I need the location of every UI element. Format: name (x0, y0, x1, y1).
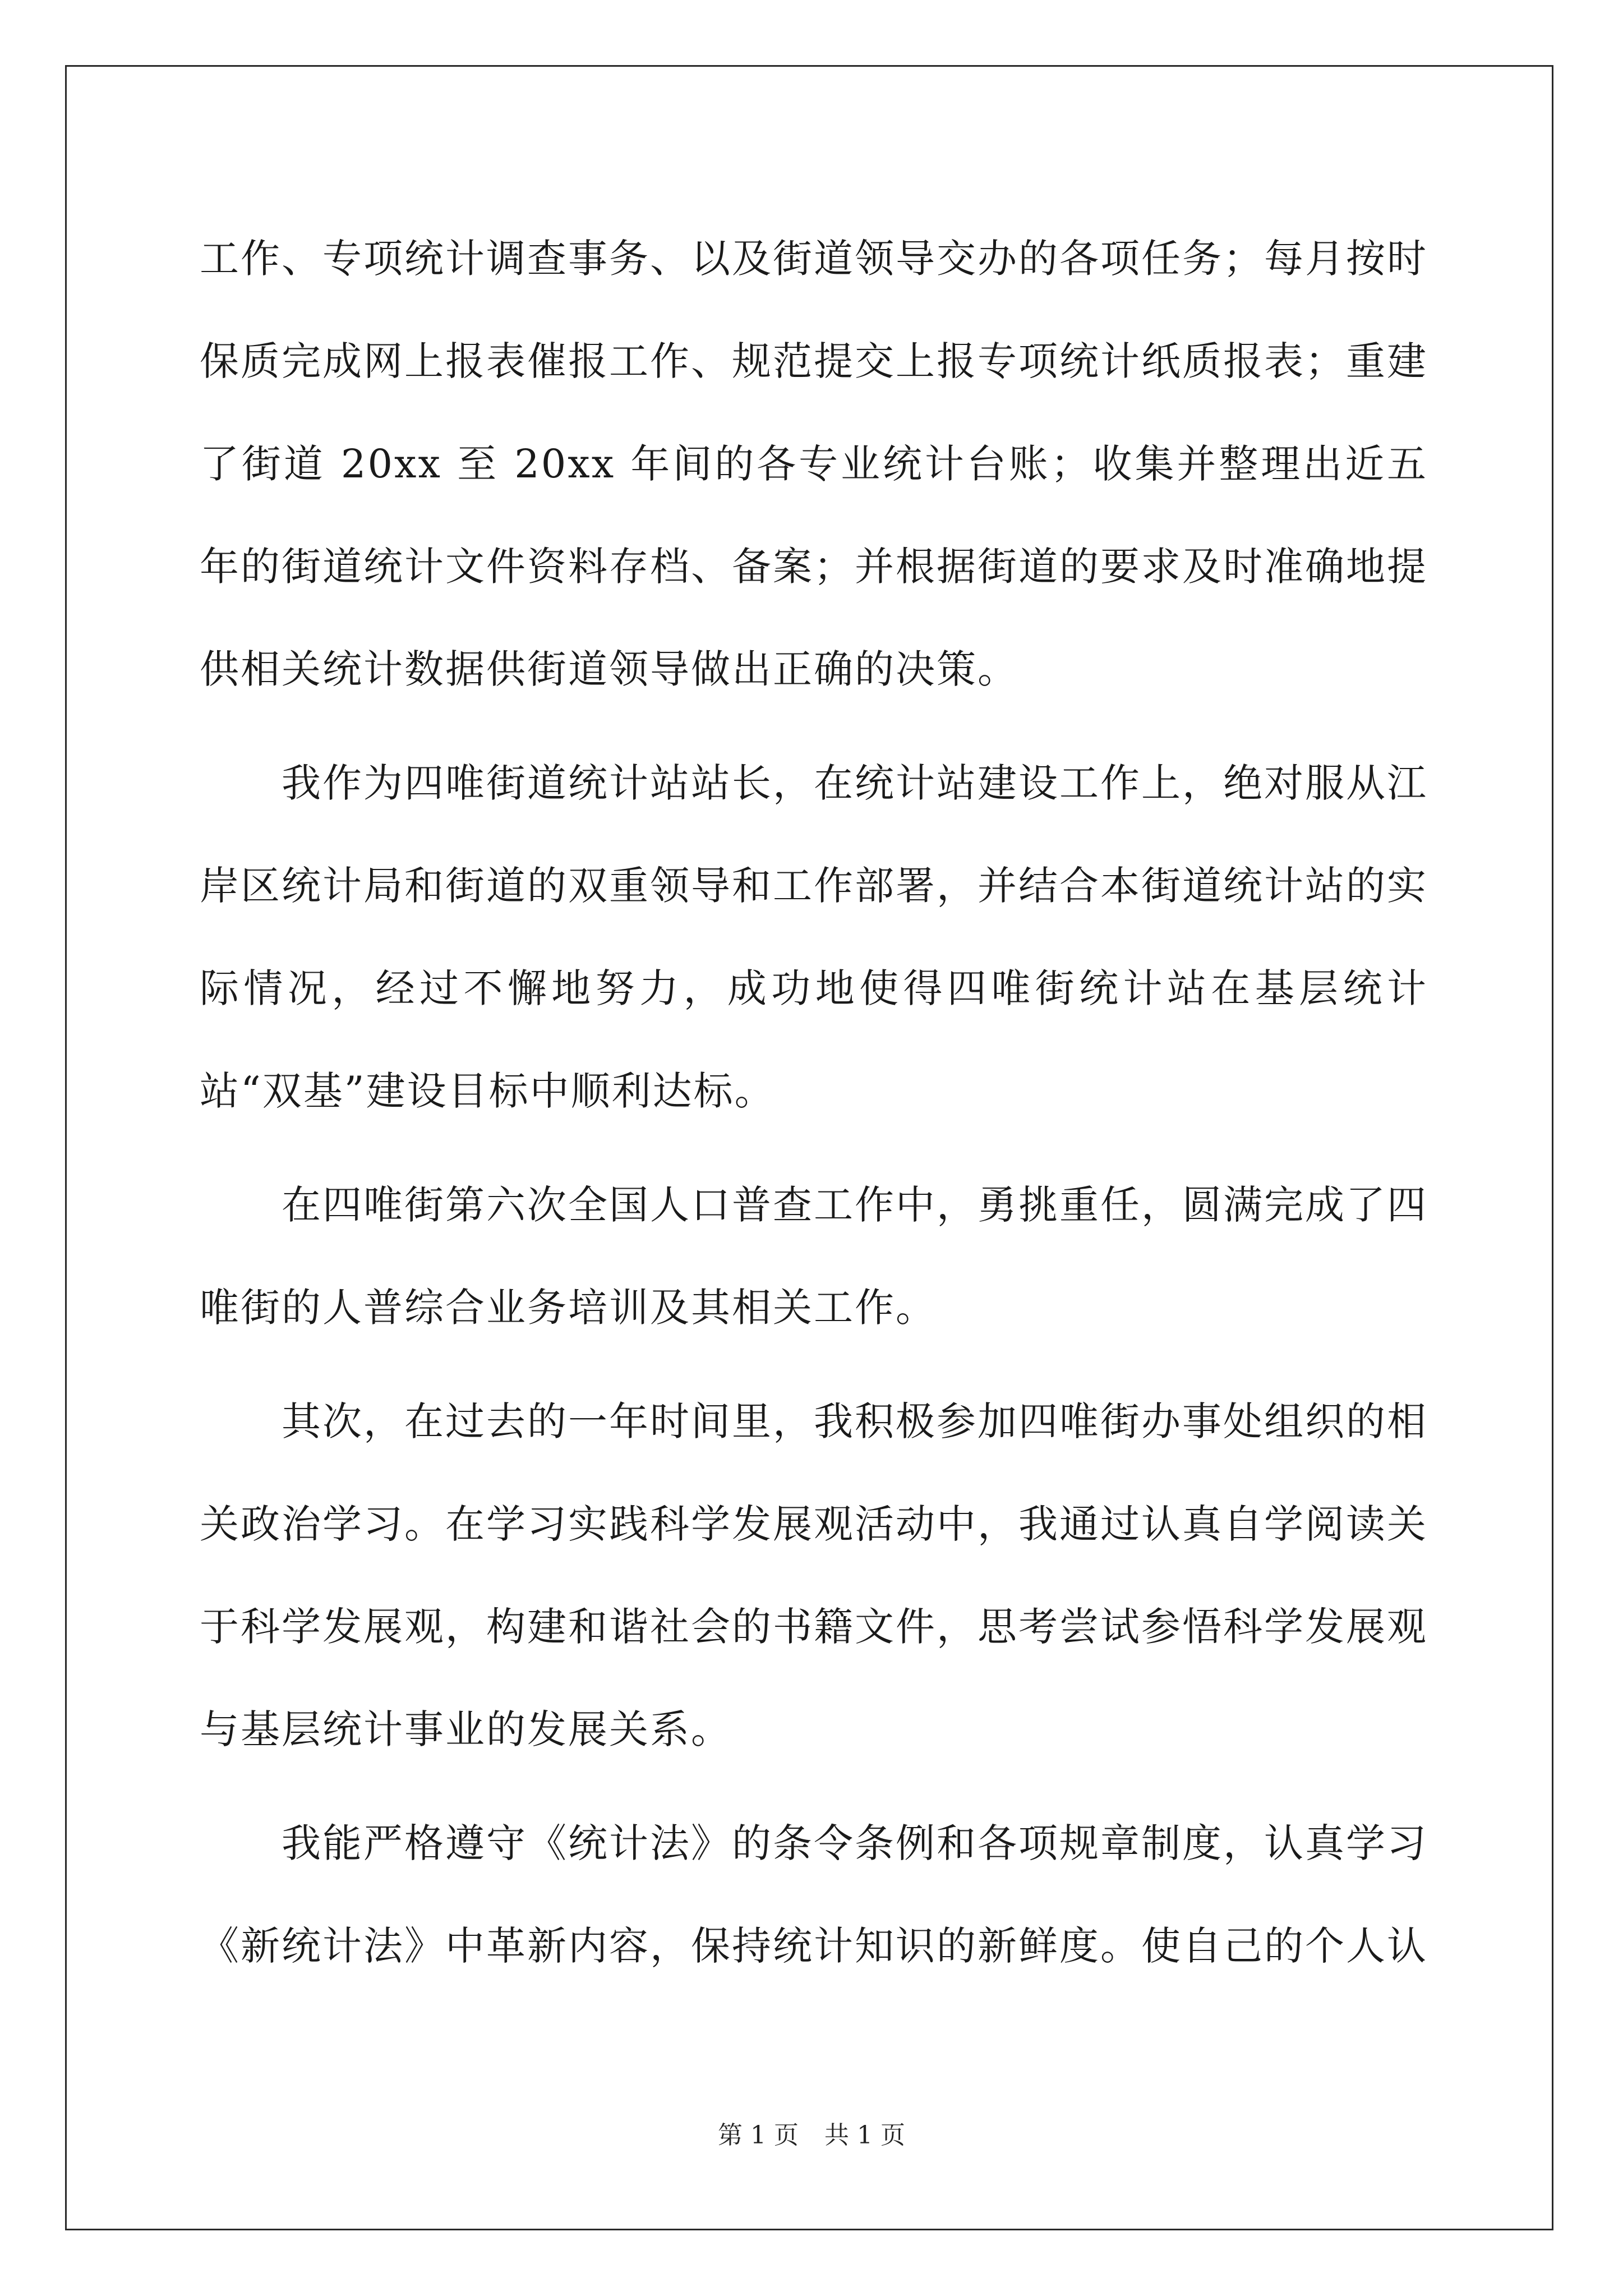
page-number: 第 1 页 (718, 2121, 799, 2150)
paragraph-census: 在四唯街第六次全国人口普查工作中，勇挑重任，圆满完成了四唯街的人普综合业务培训及其相关工作。 (200, 1182, 1428, 1331)
paragraph-political-study: 其次，在过去的一年时间里，我积极参加四唯街办事处组织的相关政治学习。在学习实践科学发展观活动中，我通过认真自学阅读关于科学发展观，构建和谐社会的书籍文件，思考尝试参悟科学发展观与基层统计事业的发展关系。 (200, 1398, 1428, 1752)
paragraph-station-construction: 我作为四唯街道统计站站长，在统计站建设工作上，绝对服从江岸区统计局和街道的双重领导和工作部署，并结合本街道统计站的实际情况，经过不懈地努力，成功地使得四唯街统计站在基层统计站“双基”建设目标中顺利达标。 (200, 760, 1428, 1114)
page-total: 共 1 页 (824, 2121, 905, 2150)
page-footer (0, 2115, 1623, 2151)
paragraph-statistics-law: 我能严格遵守《统计法》的条令条例和各项规章制度，认真学习《新统计法》中革新内容，保持统计知识的新鲜度。使自己的个人认 (200, 1820, 1428, 1969)
document-body (200, 208, 1428, 2009)
paragraph-continuation: 工作、专项统计调查事务、以及街道领导交办的各项任务；每月按时保质完成网上报表催报工作、规范提交上报专项统计纸质报表；重建了街道 20xx 至 20xx 年间的各专业统计台账；收集并整理出近五年的街道统计文件资料存档、备案；并根据街道的要求及时准确地提供相关统计数据供街道领导做出正确的决策。 (200, 236, 1428, 692)
